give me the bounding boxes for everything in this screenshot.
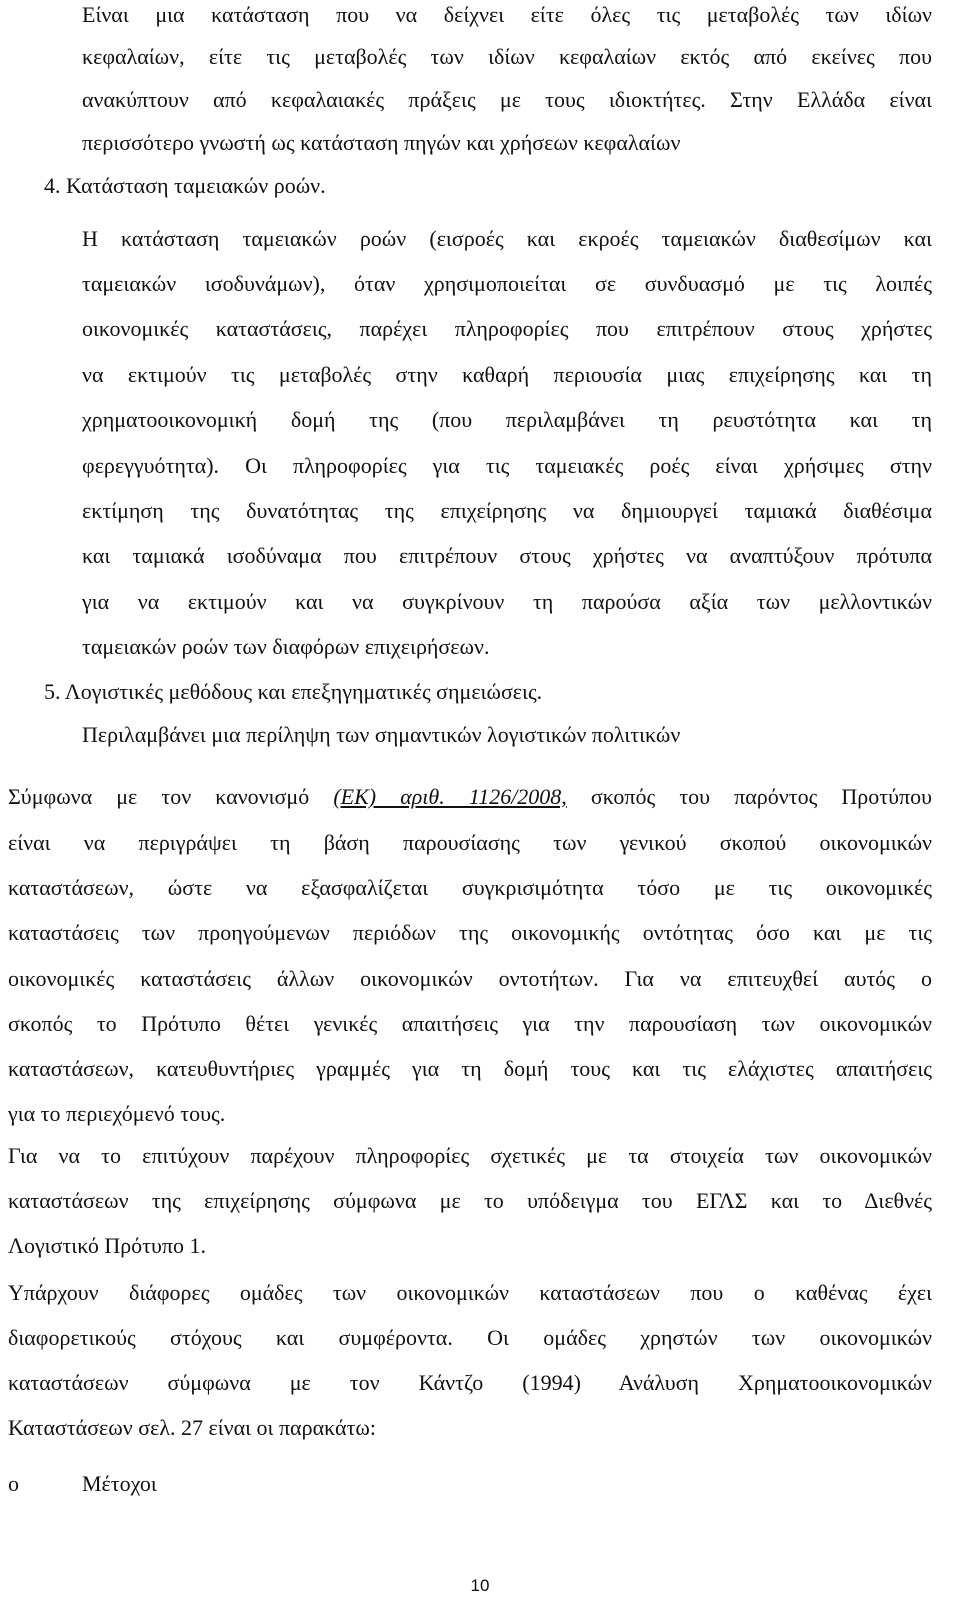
regulation-reference-link[interactable]: (ΕΚ) αριθ. 1126/2008, bbox=[333, 784, 567, 809]
text-line: καταστάσεων της επιχείρησης σύμφωνα με το υπόδειγμα του ΕΓΛΣ και το Διεθνές bbox=[8, 1188, 932, 1213]
text-line: και ταμιακά ισοδύναμα που επιτρέπουν στους χρήστες να αναπτύξουν πρότυπα bbox=[82, 543, 932, 568]
item-5-text: Περιλαμβάνει μια περίληψη των σημαντικών λογιστικών πολιτικών bbox=[82, 722, 681, 747]
text-line: Λογιστικό Πρότυπο 1. bbox=[8, 1233, 207, 1258]
text-line: εκτίμηση της δυνατότητας της επιχείρησης να δημιουργεί ταμιακά διαθέσιμα bbox=[82, 498, 932, 523]
text-line: Η κατάσταση ταμειακών ροών (εισροές και εκροές ταμειακών διαθεσίμων και bbox=[82, 226, 932, 251]
text-line: για να εκτιμούν και να συγκρίνουν τη παρούσα αξία των μελλοντικών bbox=[82, 589, 932, 614]
text-line: σκοπός το Πρότυπο θέτει γενικές απαιτήσεις για την παρουσίαση των οικονομικών bbox=[8, 1011, 932, 1036]
item-4-heading: 4. Κατάσταση ταμειακών ροών. bbox=[44, 173, 326, 198]
text-line: οικονομικές καταστάσεις, παρέχει πληροφορίες που επιτρέπουν στους χρήστες bbox=[82, 316, 932, 341]
text-line: χρηματοοικονομική δομή της (που περιλαμβάνει τη ρευστότητα και τη bbox=[82, 407, 932, 432]
text-line: κεφαλαίων, είτε τις μεταβολές των ιδίων κεφαλαίων εκτός από εκείνες που bbox=[82, 44, 932, 69]
page-number: 10 bbox=[470, 1576, 490, 1595]
text-line: Υπάρχουν διάφορες ομάδες των οικονομικών καταστάσεων που ο καθένας έχει bbox=[8, 1280, 932, 1305]
regulation-prefix: Σύμφωνα με τον κανονισμό bbox=[8, 784, 334, 809]
regulation-suffix: σκοπός του παρόντος Προτύπου bbox=[566, 784, 932, 809]
text-line: ταμειακών ισοδυνάμων), όταν χρησιμοποιείται σε συνδυασμό με τις λοιπές bbox=[82, 271, 932, 296]
text-line: για το περιεχόμενό τους. bbox=[8, 1101, 226, 1126]
text-line: καταστάσεων, ώστε να εξασφαλίζεται συγκρισιμότητα τόσο με τις οικονομικές bbox=[8, 875, 932, 900]
text-line: να εκτιμούν τις μεταβολές στην καθαρή περιουσία μιας επιχείρησης και τη bbox=[82, 362, 932, 387]
text-line: φερεγγυότητα). Οι πληροφορίες για τις ταμειακές ροές είναι χρήσιμες στην bbox=[82, 453, 932, 478]
text-line: ταμειακών ροών των διαφόρων επιχειρήσεων. bbox=[82, 634, 490, 659]
text-line: καταστάσεων σύμφωνα με τον Κάντζο (1994) Ανάλυση Χρηματοοικονομικών bbox=[8, 1370, 932, 1395]
text-line: οικονομικές καταστάσεις άλλων οικονομικών οντοτήτων. Για να επιτευχθεί αυτός ο bbox=[8, 966, 932, 991]
text-line: περισσότερο γνωστή ως κατάσταση πηγών και χρήσεων κεφαλαίων bbox=[82, 130, 681, 155]
text-line: διαφορετικούς στόχους και συμφέροντα. Οι ομάδες χρηστών των οικονομικών bbox=[8, 1325, 932, 1350]
text-line: καταστάσεων, κατευθυντήριες γραμμές για τη δομή τους και τις ελάχιστες απαιτήσεις bbox=[8, 1056, 932, 1081]
text-line: Είναι μια κατάσταση που να δείχνει είτε όλες τις μεταβολές των ιδίων bbox=[82, 2, 932, 27]
regulation-line bbox=[8, 784, 932, 810]
text-line: ανακύπτουν από κεφαλαιακές πράξεις με τους ιδιοκτήτες. Στην Ελλάδα είναι bbox=[82, 87, 932, 112]
text-line: Καταστάσεων σελ. 27 είναι οι παρακάτω: bbox=[8, 1415, 376, 1440]
text-line: Για να το επιτύχουν παρέχουν πληροφορίες σχετικές με τα στοιχεία των οικονομικών bbox=[8, 1143, 932, 1168]
bullet-marker: o bbox=[8, 1471, 19, 1496]
item-5-heading: 5. Λογιστικές μεθόδους και επεξηγηματικές σημειώσεις. bbox=[44, 679, 543, 704]
text-line: είναι να περιγράψει τη βάση παρουσίασης των γενικού σκοπού οικονομικών bbox=[8, 830, 932, 855]
text-line: καταστάσεις των προηγούμενων περιόδων της οικονομικής οντότητας όσο και με τις bbox=[8, 920, 932, 945]
bullet-item: Μέτοχοι bbox=[82, 1471, 157, 1496]
